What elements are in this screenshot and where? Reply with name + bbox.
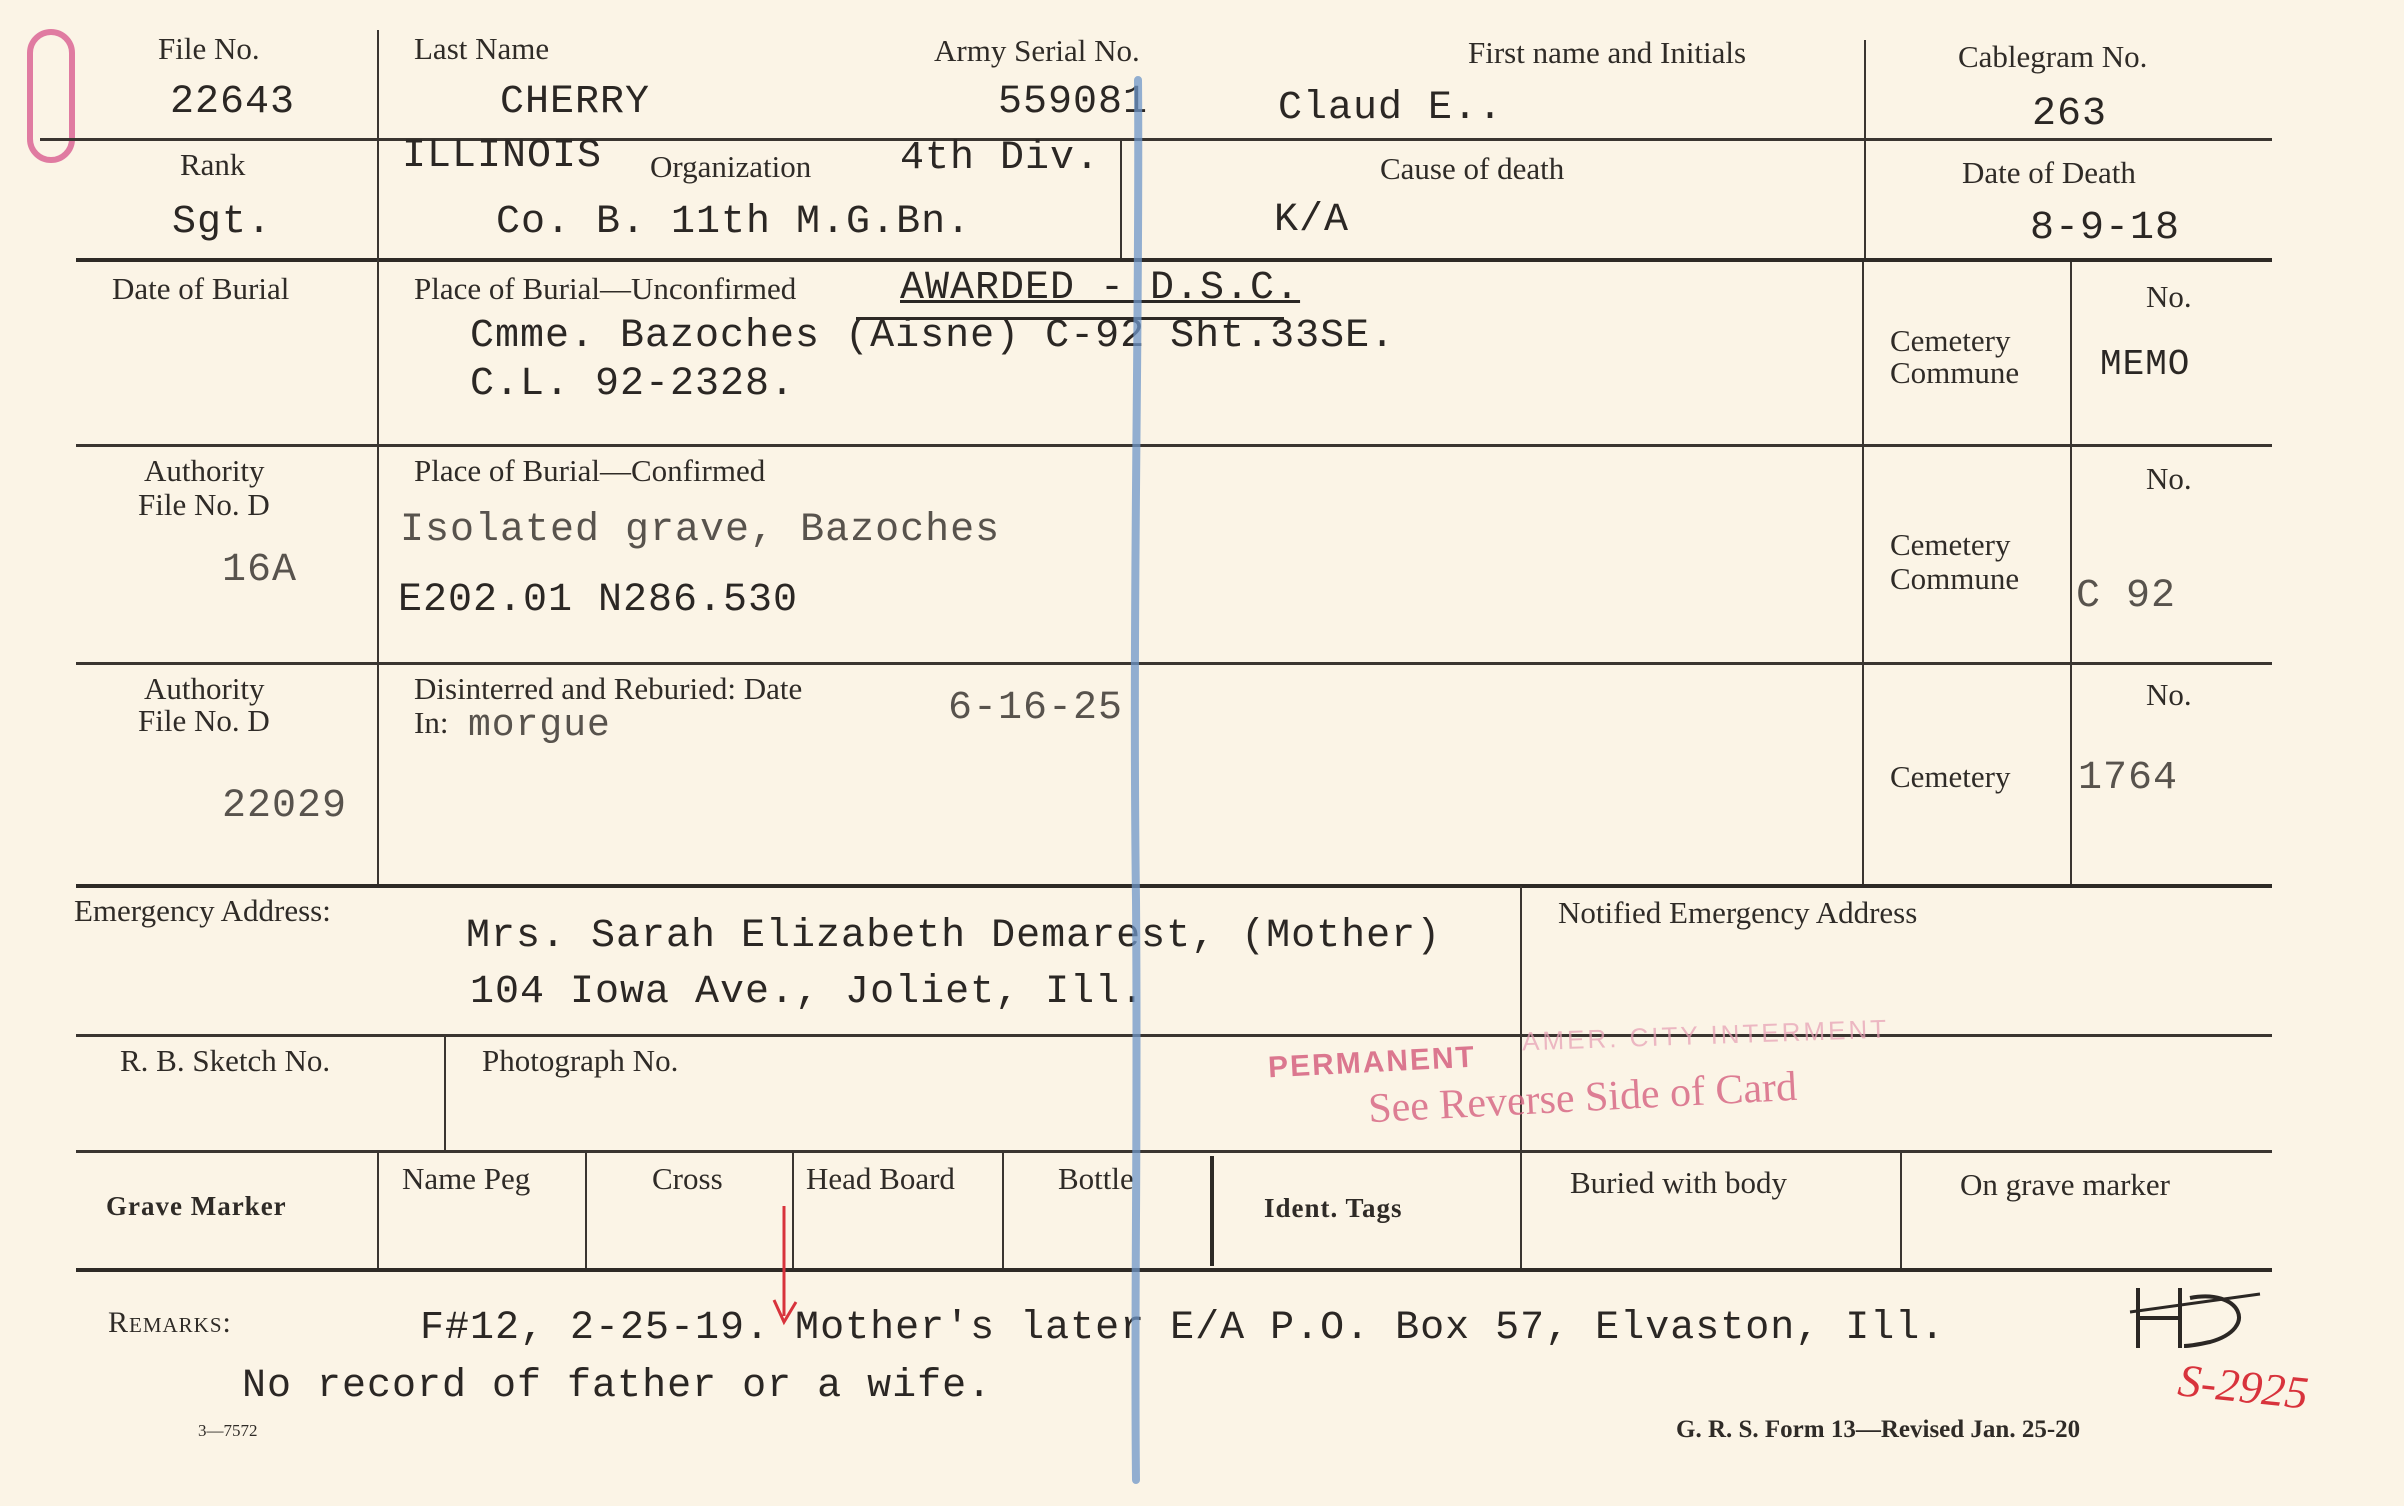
photograph-label: Photograph No.	[482, 1043, 679, 1078]
see-reverse-stamp: See Reverse Side of Card	[1367, 1063, 1799, 1133]
no-label-2: No.	[2146, 461, 2192, 496]
cablegram-label: Cablegram No.	[1958, 39, 2148, 74]
remarks-line2: No record of father or a wife.	[242, 1364, 993, 1409]
unconfirmed-line1: Cmme. Bazoches (Aisne) C-92 Sht.33SE.	[470, 314, 1396, 359]
rule-header-2	[76, 258, 2272, 262]
authority-file-label-2: File No. D	[138, 703, 270, 738]
rule-burial-unconfirmed	[76, 444, 2272, 447]
buried-with-body-label: Buried with body	[1570, 1165, 1787, 1200]
authority-file-value-1: 16A	[222, 548, 298, 593]
place-confirmed-label: Place of Burial—Confirmed	[414, 453, 766, 488]
initials-mark	[2120, 1268, 2270, 1358]
army-serial-value: 559081	[998, 80, 1149, 125]
col-rule-bottle	[1002, 1152, 1004, 1268]
rule-reburial	[76, 884, 2272, 888]
army-serial-label: Army Serial No.	[934, 33, 1140, 68]
col-rule-cemetery	[1862, 262, 1864, 884]
col-rule-sketch	[444, 1036, 446, 1150]
last-name-value: CHERRY	[500, 80, 651, 125]
date-of-burial-label: Date of Burial	[112, 271, 290, 306]
no-label-3: No.	[2146, 677, 2192, 712]
remarks-line1: F#12, 2-25-19. Mother's later E/A P.O. Box 57, Elvaston, Ill.	[420, 1306, 1946, 1351]
rule-burial-confirmed	[76, 662, 2272, 665]
notified-emergency-label: Notified Emergency Address	[1558, 895, 1918, 930]
amer-city-interment-stamp: AMER. CITY INTERMENT	[1521, 1013, 1890, 1057]
confirmed-line2: E202.01 N286.530	[398, 578, 799, 623]
awarded-value: AWARDED - D.S.C.	[900, 266, 1301, 311]
col-rule-ident	[1210, 1156, 1214, 1266]
col-rule-buried	[1520, 1152, 1522, 1268]
reburial-date-value: 6-16-25	[948, 686, 1124, 731]
division-value: 4th Div.	[900, 136, 1101, 181]
emergency-line1: Mrs. Sarah Elizabeth Demarest, (Mother)	[466, 914, 1442, 959]
emergency-address-label: Emergency Address:	[74, 893, 331, 928]
col-rule-cablegram	[1864, 40, 1866, 258]
last-name-label: Last Name	[414, 31, 550, 66]
rule-photo	[76, 1150, 2272, 1153]
rule-emergency	[76, 1034, 2272, 1037]
reburial-in-value: morgue	[468, 704, 611, 747]
emergency-line2: 104 Iowa Ave., Joliet, Ill.	[470, 970, 1146, 1015]
state-value: ILLINOIS	[402, 134, 603, 179]
ident-tags-label: Ident. Tags	[1264, 1193, 1403, 1223]
col-rule-no	[2070, 262, 2072, 884]
form-code: 3—7572	[198, 1421, 258, 1440]
commune-label-1: Commune	[1890, 355, 2020, 390]
col-rule-left	[377, 30, 379, 884]
date-of-death-value: 8-9-18	[2030, 206, 2181, 251]
disinterred-label: Disinterred and Reburied: Date	[414, 671, 803, 706]
in-label: In:	[414, 705, 449, 740]
red-arrow-mark	[770, 1200, 810, 1330]
rank-label: Rank	[180, 147, 246, 182]
cause-of-death-label: Cause of death	[1380, 151, 1565, 186]
authority-file-value-2: 22029	[222, 784, 348, 829]
unconfirmed-no-value: MEMO	[2100, 344, 2191, 385]
first-name-label: First name and Initials	[1468, 35, 1747, 70]
col-rule-cross	[585, 1152, 587, 1268]
first-name-value: Claud E..	[1278, 86, 1504, 131]
file-no-value: 22643	[170, 80, 296, 125]
rb-sketch-label: R. B. Sketch No.	[120, 1043, 331, 1078]
cross-label: Cross	[652, 1161, 723, 1196]
cablegram-value: 263	[2032, 92, 2108, 137]
blue-pencil-line	[1120, 0, 1160, 1500]
place-unconfirmed-label: Place of Burial—Unconfirmed	[414, 271, 797, 306]
form-name: G. R. S. Form 13—Revised Jan. 25-20	[1676, 1416, 2081, 1443]
authority-label-1: Authority	[144, 453, 265, 488]
handwritten-code: S-2925	[2175, 1354, 2311, 1419]
col-rule-namepeg	[377, 1152, 379, 1268]
on-grave-marker-label: On grave marker	[1960, 1167, 2171, 1202]
authority-label-2: Authority	[144, 671, 265, 706]
organization-value: Co. B. 11th M.G.Bn.	[496, 200, 972, 245]
bottle-label: Bottle	[1058, 1161, 1134, 1196]
head-board-label: Head Board	[806, 1161, 955, 1196]
file-no-label: File No.	[158, 31, 260, 66]
cemetery-label-3: Cemetery	[1890, 759, 2011, 794]
permanent-stamp: PERMANENT	[1267, 1040, 1477, 1085]
date-of-death-label: Date of Death	[1962, 155, 2136, 190]
cause-of-death-value: K/A	[1274, 198, 1350, 243]
authority-file-label-1: File No. D	[138, 487, 270, 522]
organization-label: Organization	[650, 149, 812, 184]
grave-marker-label: Grave Marker	[106, 1191, 287, 1221]
name-peg-label: Name Peg	[402, 1161, 531, 1196]
confirmed-line1: Isolated grave, Bazoches	[400, 508, 1001, 553]
cemetery-label-1: Cemetery	[1890, 323, 2011, 358]
confirmed-no-value: C 92	[2076, 574, 2177, 619]
unconfirmed-line2: C.L. 92-2328.	[470, 362, 796, 407]
cemetery-label-2: Cemetery	[1890, 527, 2011, 562]
commune-label-2: Commune	[1890, 561, 2020, 596]
reburial-cemetery-no-value: 1764	[2078, 756, 2179, 801]
remarks-label: Remarks:	[108, 1306, 232, 1339]
rank-value: Sgt.	[172, 200, 273, 245]
col-rule-ongrave	[1900, 1152, 1902, 1268]
rule-markers	[76, 1268, 2272, 1272]
tab-mark	[18, 28, 88, 168]
strike-line	[856, 317, 1284, 320]
no-label-1: No.	[2146, 279, 2192, 314]
